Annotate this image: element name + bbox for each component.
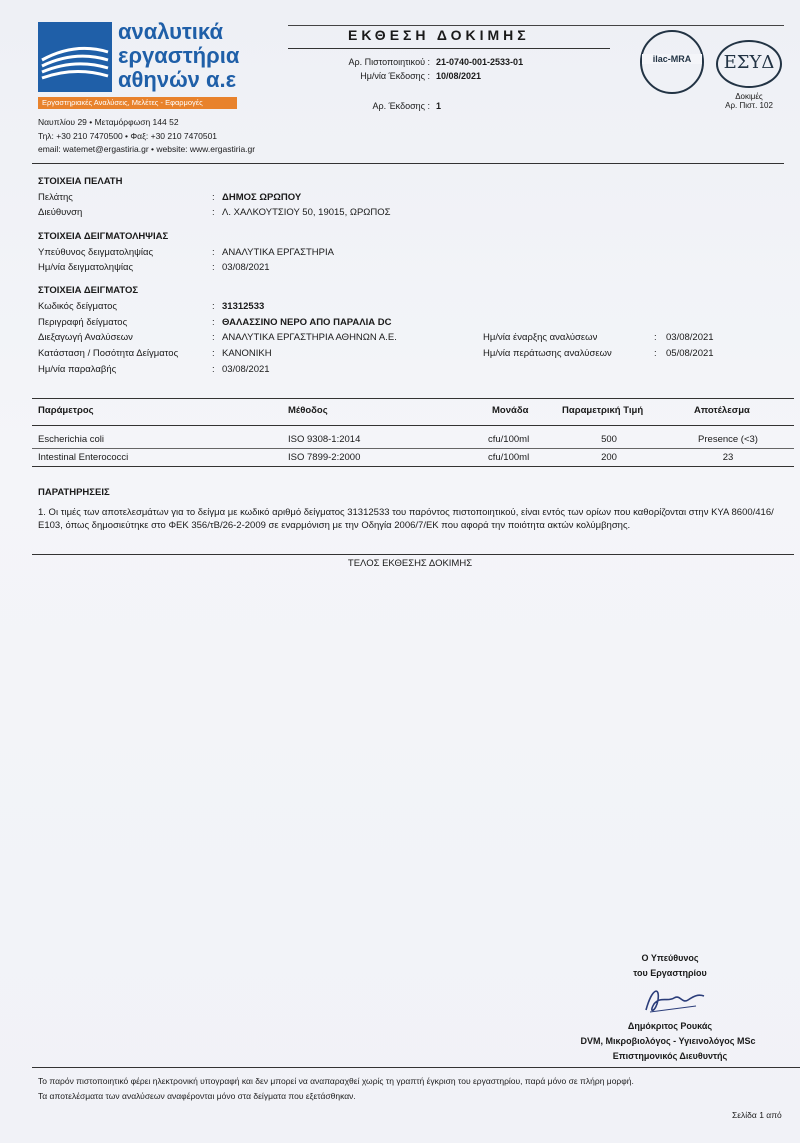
company-logo-icon — [38, 22, 112, 92]
remarks-bottom-rule — [32, 554, 794, 555]
esyd-badge-text: ΕΣΥΔ — [723, 52, 775, 73]
sampling-date-label: Ημ/νία δειγματοληψίας — [38, 262, 134, 273]
client-section-title: ΣΤΟΙΧΕΙΑ ΠΕΛΑΤΗ — [38, 176, 123, 187]
document-page: αναλυτικά εργαστήρια αθηνών α.ε Εργαστηριακές Αναλύσεις, Μελέτες - Εφαρμογές Ναυπλίου 29 • Μεταμόρφωση 144 52 Τηλ: +30 210 7470500 • Φαξ: +30 210 7470501 email: watemet@ergastiria.gr • website: www.ergastiria.gr ΕΚΘΕΣΗ ΔΟΚΙΜΗΣ Αρ. Πιστοποιητικού : 21-0740-001-2533-01 Ημ/νία Έκδοσης : 10/08/2021 Αρ. Έκδοσης : 1 ilac-MRA ΕΣΥΔ Δοκιμές Αρ. Πιστ. 102 ΣΤΟΙΧΕΙΑ ΠΕΛΑΤΗ Πελάτης : ΔΗΜΟΣ ΩΡΩΠΟΥ Διεύθυνση : Λ. ΧΑΛΚΟΥΤΣΙΟΥ 50, 19015, ΩΡΩΠΟΣ ΣΤΟΙΧΕΙΑ ΔΕΙΓΜΑΤΟΛΗΨΙΑΣ Υπεύθυνος δειγματοληψίας : ΑΝΑΛΥΤΙΚΑ ΕΡΓΑΣΤΗΡΙΑ Ημ/νία δειγματοληψίας : 03/08/2021 ΣΤΟΙΧΕΙΑ ΔΕΙΓΜΑΤΟΣ Κωδικός δείγματος : 31312533 Περιγραφή δείγματος : ΘΑΛΑΣΣΙΝΟ ΝΕΡΟ ΑΠΟ ΠΑΡΑΛΙΑ DC Διεξαγωγή Αναλύσεων : ΑΝΑΛΥΤΙΚΑ ΕΡΓΑΣΤΗΡΙΑ ΑΘΗΝΩΝ Α.Ε. Κατάσταση / Ποσότητα Δείγματος : ΚΑΝΟΝΙΚΗ Ημ/νία παραλαβής : 03/08/2021 Ημ/νία έναρξης αναλύσεων : 03/08/2021 Ημ/νία περάτωσης αναλύσεων : 05/08/2021 Παράμετρος Μέθοδος Μονάδα Παραμετρική Τιμή Αποτέλεσμα Escherichia coli ISO 9308-1:2014 cfu/100ml 500 Presence (<3) Intestinal Enterococci ISO 7899-2:2000 cfu/100ml 200 23 ΠΑΡΑΤΗΡΗΣΕΙΣ 1. Οι τιμές των αποτελεσμάτων για το δείγμα με κωδικό αριθμό δείγματος 31312533 του παρόντος πιστοποιητικού, είναι εντός των ορίων που καθορίζονται στην ΚΥΑ 8600/416/Ε103, όπως δημοσιεύτηκε στο ΦΕΚ 356/τΒ/26-2-2009 σε εναρμόνιση με την Οδηγία 2006/7/ΕΚ που αφορά την ποιότητα ακτών κολύμβησης. ΤΕΛΟΣ ΕΚΘΕΣΗΣ ΔΟΚΙΜΗΣ Ο Υπεύθυνος του Εργαστηρίου Δημόκριτος Ρουκάς DVM, Μικροβιολόγος - Υγιεινολόγος MSc Επιστημονικός Διευθυντής Το παρόν πιστοποιητικό φέρει ηλεκτρονική υπογραφή και δεν μπορεί να αναπαραχθεί χωρίς τη γραπτή έγκριση του εργαστηρίου, παρά μόνο σε πλήρη μορφή. Τα αποτελέσματα των αναλύσεων αναφέρονται μόνο στα δείγματα που εξετάσθηκαν. Σελίδα 1 από — [0, 0, 800, 1143]
issue-number-label: Αρ. Έκδοσης : — [372, 101, 430, 111]
sample-desc-label: Περιγραφή δείγματος — [38, 317, 128, 328]
remarks-section-title: ΠΑΡΑΤΗΡΗΣΕΙΣ — [38, 487, 110, 498]
table-header-rule — [32, 425, 794, 426]
sampling-section-title: ΣΤΟΙΧΕΙΑ ΔΕΙΓΜΑΤΟΛΗΨΙΑΣ — [38, 231, 169, 242]
table-top-rule — [32, 398, 794, 399]
analysis-end-value: 05/08/2021 — [666, 348, 714, 359]
issue-number-value: 1 — [436, 101, 442, 111]
client-address-value: Λ. ΧΑΛΚΟΥΤΣΙΟΥ 50, 19015, ΩΡΩΠΟΣ — [222, 207, 391, 218]
title-underline — [288, 48, 610, 49]
analysis-start-label: Ημ/νία έναρξης αναλύσεων — [483, 332, 598, 343]
handwritten-signature-icon — [638, 982, 708, 1023]
sample-code-value: 31312533 — [222, 301, 265, 312]
ilac-mra-badge-icon — [640, 30, 704, 94]
remarks-text: 1. Οι τιμές των αποτελεσμάτων για το δείγμα με κωδικό αριθμό δείγματος 31312533 του παρόντος πιστοποιητικού, είναι εντός των ορίων που καθορίζονται στην ΚΥΑ 8600/416/Ε103, όπως δημοσιεύτηκε στο ΦΕΚ 356/τΒ/26-2-2009 σε εναρμόνιση με την Οδηγία 2006/7/ΕΚ που αφορά την ποιότητα ακτών κολύμβησης. — [38, 507, 774, 531]
company-name: αναλυτικά εργαστήρια αθηνών α.ε — [118, 19, 240, 92]
header-divider — [32, 163, 784, 164]
footer-rule — [32, 1067, 800, 1068]
footer-disclaimer: Το παρόν πιστοποιητικό φέρει ηλεκτρονική υπογραφή και δεν μπορεί να αναπαραχθεί χωρίς τη γραπτή έγκριση του εργαστηρίου, παρά μόνο σε πλήρη μορφή. — [38, 1076, 634, 1086]
table-row-rule — [32, 448, 794, 449]
receipt-date-label: Ημ/νία παραλαβής — [38, 364, 117, 375]
footer-note: Τα αποτελέσματα των αναλύσεων αναφέρονται μόνο στα δείγματα που εξετάσθηκαν. — [38, 1091, 356, 1101]
table-cell-limit: 500 — [601, 434, 617, 445]
esyd-badge-icon — [716, 40, 782, 88]
analysis-start-value: 03/08/2021 — [666, 332, 714, 343]
sample-code-label: Κωδικός δείγματος — [38, 301, 118, 312]
table-cell-unit: cfu/100ml — [488, 434, 530, 445]
table-cell-result: 23 — [722, 452, 734, 463]
issue-date-value: 10/08/2021 — [436, 71, 482, 81]
company-contact: email: watemet@ergastiria.gr • website: www.ergastiria.gr — [38, 144, 256, 154]
signature-title-line1: Ο Υπεύθυνος — [641, 953, 699, 963]
end-of-report: ΤΕΛΟΣ ΕΚΘΕΣΗΣ ΔΟΚΙΜΗΣ — [347, 558, 473, 569]
table-header-result: Αποτέλεσμα — [694, 405, 750, 416]
cert-number-label: Αρ. Πιστοποιητικού : — [348, 57, 430, 67]
table-cell-limit: 200 — [601, 452, 617, 463]
analysis-conduct-label: Διεξαγωγή Αναλύσεων — [38, 332, 133, 343]
analysis-end-label: Ημ/νία περάτωσης αναλύσεων — [483, 348, 612, 359]
company-address: Ναυπλίου 29 • Μεταμόρφωση 144 52 — [38, 117, 179, 127]
sampling-date-value: 03/08/2021 — [222, 262, 270, 273]
table-header-method: Μέθοδος — [288, 405, 328, 416]
header-top-rule — [288, 25, 784, 26]
receipt-date-value: 03/08/2021 — [222, 364, 270, 375]
sample-state-label: Κατάσταση / Ποσότητα Δείγματος — [38, 348, 179, 359]
table-bottom-rule — [32, 466, 794, 467]
sampling-resp-label: Υπεύθυνος δειγματοληψίας — [38, 247, 154, 258]
table-cell-unit: cfu/100ml — [488, 452, 530, 463]
client-label: Πελάτης — [38, 192, 73, 203]
table-header-parameter: Παράμετρος — [38, 405, 94, 416]
signatory-qualification: DVM, Μικροβιολόγος - Υγιεινολόγος MSc — [580, 1036, 756, 1046]
document-title: ΕΚΘΕΣΗ ΔΟΚΙΜΗΣ — [348, 27, 530, 43]
signatory-role: Επιστημονικός Διευθυντής — [612, 1051, 728, 1061]
accreditation-info: Δοκιμές Αρ. Πιστ. 102 — [725, 92, 773, 110]
company-tagline: Εργαστηριακές Αναλύσεις, Μελέτες - Εφαρμογές — [38, 97, 237, 109]
sample-state-value: ΚΑΝΟΝΙΚΗ — [222, 348, 272, 359]
table-cell-result: Presence (<3) — [698, 434, 758, 445]
table-cell-parameter: Escherichia coli — [38, 434, 104, 445]
ilac-badge-text: ilac-MRA — [642, 54, 702, 64]
client-address-label: Διεύθυνση — [38, 207, 83, 218]
sample-section-title: ΣΤΟΙΧΕΙΑ ΔΕΙΓΜΑΤΟΣ — [38, 285, 139, 296]
table-cell-method: ISO 7899-2:2000 — [288, 452, 361, 463]
table-header-unit: Μονάδα — [492, 405, 529, 416]
page-number: Σελίδα 1 από — [732, 1110, 782, 1120]
signature-title-line2: του Εργαστηρίου — [633, 968, 707, 978]
issue-date-label: Ημ/νία Έκδοσης : — [360, 71, 430, 81]
client-value: ΔΗΜΟΣ ΩΡΩΠΟΥ — [222, 192, 302, 203]
cert-number-value: 21-0740-001-2533-01 — [436, 57, 524, 67]
sample-desc-value: ΘΑΛΑΣΣΙΝΟ ΝΕΡΟ ΑΠΟ ΠΑΡΑΛΙΑ DC — [222, 317, 392, 328]
company-phone: Τηλ: +30 210 7470500 • Φαξ: +30 210 7470501 — [38, 131, 218, 141]
sampling-resp-value: ΑΝΑΛΥΤΙΚΑ ΕΡΓΑΣΤΗΡΙΑ — [222, 247, 334, 258]
table-cell-parameter: Intestinal Enterococci — [38, 452, 129, 463]
table-cell-method: ISO 9308-1:2014 — [288, 434, 361, 445]
signatory-name: Δημόκριτος Ρουκάς — [627, 1021, 713, 1031]
table-header-limit: Παραμετρική Τιμή — [562, 405, 644, 416]
analysis-conduct-value: ΑΝΑΛΥΤΙΚΑ ΕΡΓΑΣΤΗΡΙΑ ΑΘΗΝΩΝ Α.Ε. — [222, 332, 397, 343]
